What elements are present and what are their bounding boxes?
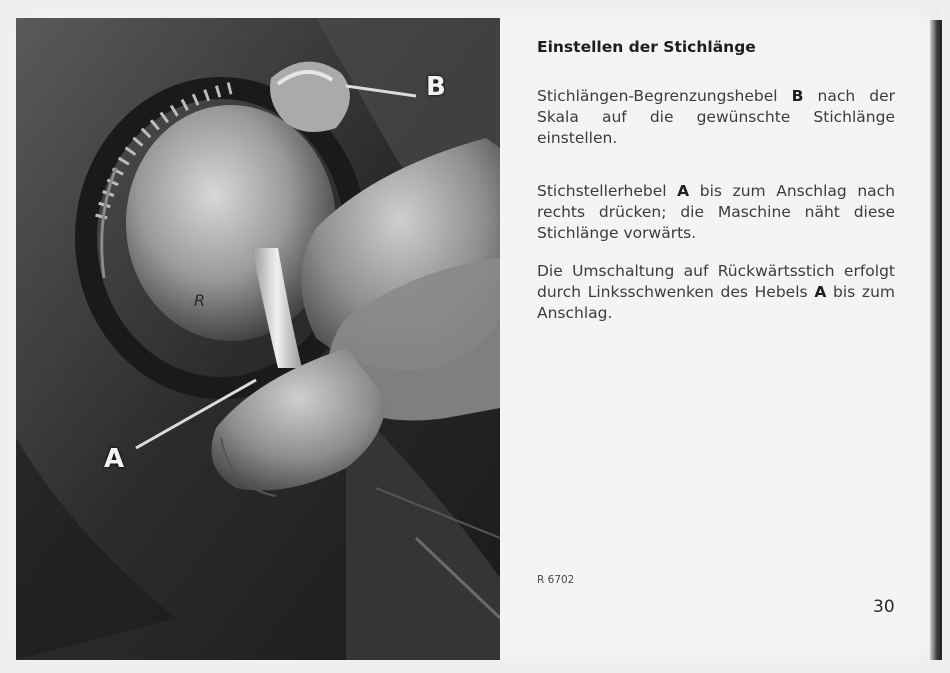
paragraph-1-bold: B: [791, 87, 804, 105]
dial-mark-r: R: [194, 291, 206, 310]
photo-illustration: [16, 18, 500, 660]
section-heading: Einstellen der Stichlänge: [537, 38, 756, 56]
paragraph-3-text-a: Die Umschaltung auf Rückwärtsstich erfolgt durch Linksschwenken des Hebels: [537, 262, 895, 301]
page-number: 30: [873, 597, 895, 617]
paragraph-1: [537, 86, 895, 149]
label-lever-a: A: [104, 444, 125, 474]
reference-code: R 6702: [537, 574, 575, 586]
paragraph-2-text-a: Stichstellerhebel: [537, 182, 678, 200]
paragraph-1-text-a: Stichlängen-Begrenzungshebel: [537, 87, 792, 105]
sewing-machine-photo: [16, 18, 500, 660]
paragraph-2-text-b: bis zum Anschlag nach rechts drücken; die Maschine näht diese Stichlänge vorwärts.: [537, 182, 895, 242]
label-lever-b: B: [426, 72, 446, 102]
paragraph-3-bold: A: [814, 283, 827, 301]
paragraph-3: [537, 261, 895, 324]
paragraph-2: [537, 181, 895, 244]
paragraph-3-text-b: bis zum Anschlag.: [537, 283, 895, 322]
paragraph-2-bold: A: [677, 182, 690, 200]
book-binding-edge: [930, 20, 942, 660]
paragraph-1-text-b: nach der Skala auf die gewünschte Stichlänge einstellen.: [537, 87, 895, 147]
